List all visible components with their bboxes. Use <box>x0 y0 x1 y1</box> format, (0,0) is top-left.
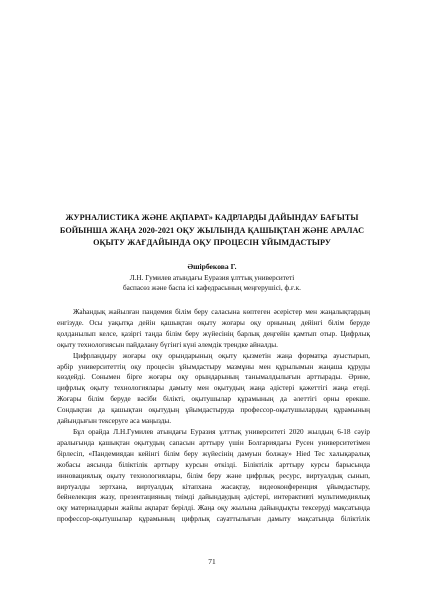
title-line: ОҚЫТУ ЖАҒДАЙЫНДА ОҚУ ПРОЦЕСІН ҰЙЫМДАСТЫРУ <box>93 238 331 248</box>
title-line: БОЙЫНША ЖАҢА 2020-2021 ОҚУ ЖЫЛЫНДА ҚАШЫҚТАН ЖӘНЕ АРАЛАС <box>59 225 365 235</box>
text-line: инновациялық оқыту технологиялары, білім беру және цифрлық ресурс, виртуалдық сынып, <box>57 471 370 480</box>
article-body <box>57 307 370 525</box>
affiliation-line: Л.Н. Гумилев атындағы Еуразия ұлттық университеті <box>129 274 295 282</box>
text-line: аралығында қашықтан оқытудың сапасын арттыру үшін Болгариядағы Русен университетімен <box>57 438 370 447</box>
title-line: ЖУРНАЛИСТИКА ЖӘНЕ АҚПАРАТ» КАДРЛАРДЫ ДАЙЫНДАУ БАҒЫТЫ <box>65 213 359 222</box>
text-line: енгізуде. Осы уақытқа дейін қашықтан оқыту жоғары оқу орнының дейінгі білім беруде <box>57 318 370 327</box>
paragraph <box>57 307 370 351</box>
text-line: профессор-оқытушылар құрамының цифрлық сауаттылығын дамыту мақсатында біліктілік <box>57 515 370 524</box>
author-affiliation <box>44 273 380 294</box>
text-line: Бұл орайда Л.Н.Гумилев атындағы Еуразия ұлттық университеті 2020 жылдың 6-18 сәуір <box>73 427 370 436</box>
text-line: Цифрландыру жоғары оқу орындарының оқыту қызметін жаңа форматқа ауыстырып, <box>73 351 370 360</box>
article-title <box>44 212 380 250</box>
text-line: бірлесіп, «Пандемиядан кейінгі білім беру жүйесінің дамуын болжау» Hied Tec халықаралық <box>57 449 370 458</box>
page-number: 71 <box>208 557 216 566</box>
text-line: Жоғары білім беруде вәсіби білікті, оқытушылар құрамының да әлеттігі орны ерекше. <box>57 395 370 404</box>
text-line: оқу материалдарын жайлы ақпарат берілді. Жаңа оқу жылына дайындықты тексеруді мақсатында <box>57 504 370 513</box>
text-line: Сондықтан да қашықтан оқытудың ұйымдастыруда профессор-оқытушылардың құрамының <box>57 406 370 415</box>
text-line: дайындығын тексеруге аса маңызды. <box>57 417 172 426</box>
text-line: жобасы аясында біліктілік арттыру курсын өткізді. Біліктілік арттыру курсы барысында <box>57 460 370 469</box>
text-line: цифрлық оқыту технологиялары дамыту мен оқытудың жаңа әдістері қажеттігі жаңа етеді. <box>57 384 370 393</box>
paragraph <box>57 427 370 525</box>
text-line: виртуалды зертхана, виртуалдық кітапхана жасақтау, видеоконференция ұйымдастыру, <box>57 482 370 491</box>
text-line: көздейді. Сонымен бірге жоғары оқу орындарының танымалдылығын арттырады. Әрине, <box>57 373 370 382</box>
text-line: әрбір университеттің оқу процесін ұйымдастыру мазмұны мен құрылымын жаңаша құруды <box>57 362 370 371</box>
text-line: Жаһандық жайылған пандемия білім беру саласына көптеген әсерістер мен жаңалықтардың <box>73 308 370 316</box>
affiliation-line: баспасөз және баспа ісі кафедрасының меңгерушісі, ф.ғ.к. <box>123 284 301 293</box>
text-line: бейнелекция жазу, презентацияның тиімді дайындаудың әдістері, интерактивті мультимедиялық <box>57 493 370 502</box>
text-line: оқыту технологиясын пайдалану бүгінгі күні әлемдік трендке айналды. <box>57 340 278 349</box>
text-line: қолданылып келсе, қазіргі таңда білім беру жүйесінің барлық деңгейін қамтып отыр. Цифрлық <box>57 329 370 338</box>
author-name: Әшірбекова Г. <box>187 262 237 271</box>
paragraph <box>57 351 370 427</box>
